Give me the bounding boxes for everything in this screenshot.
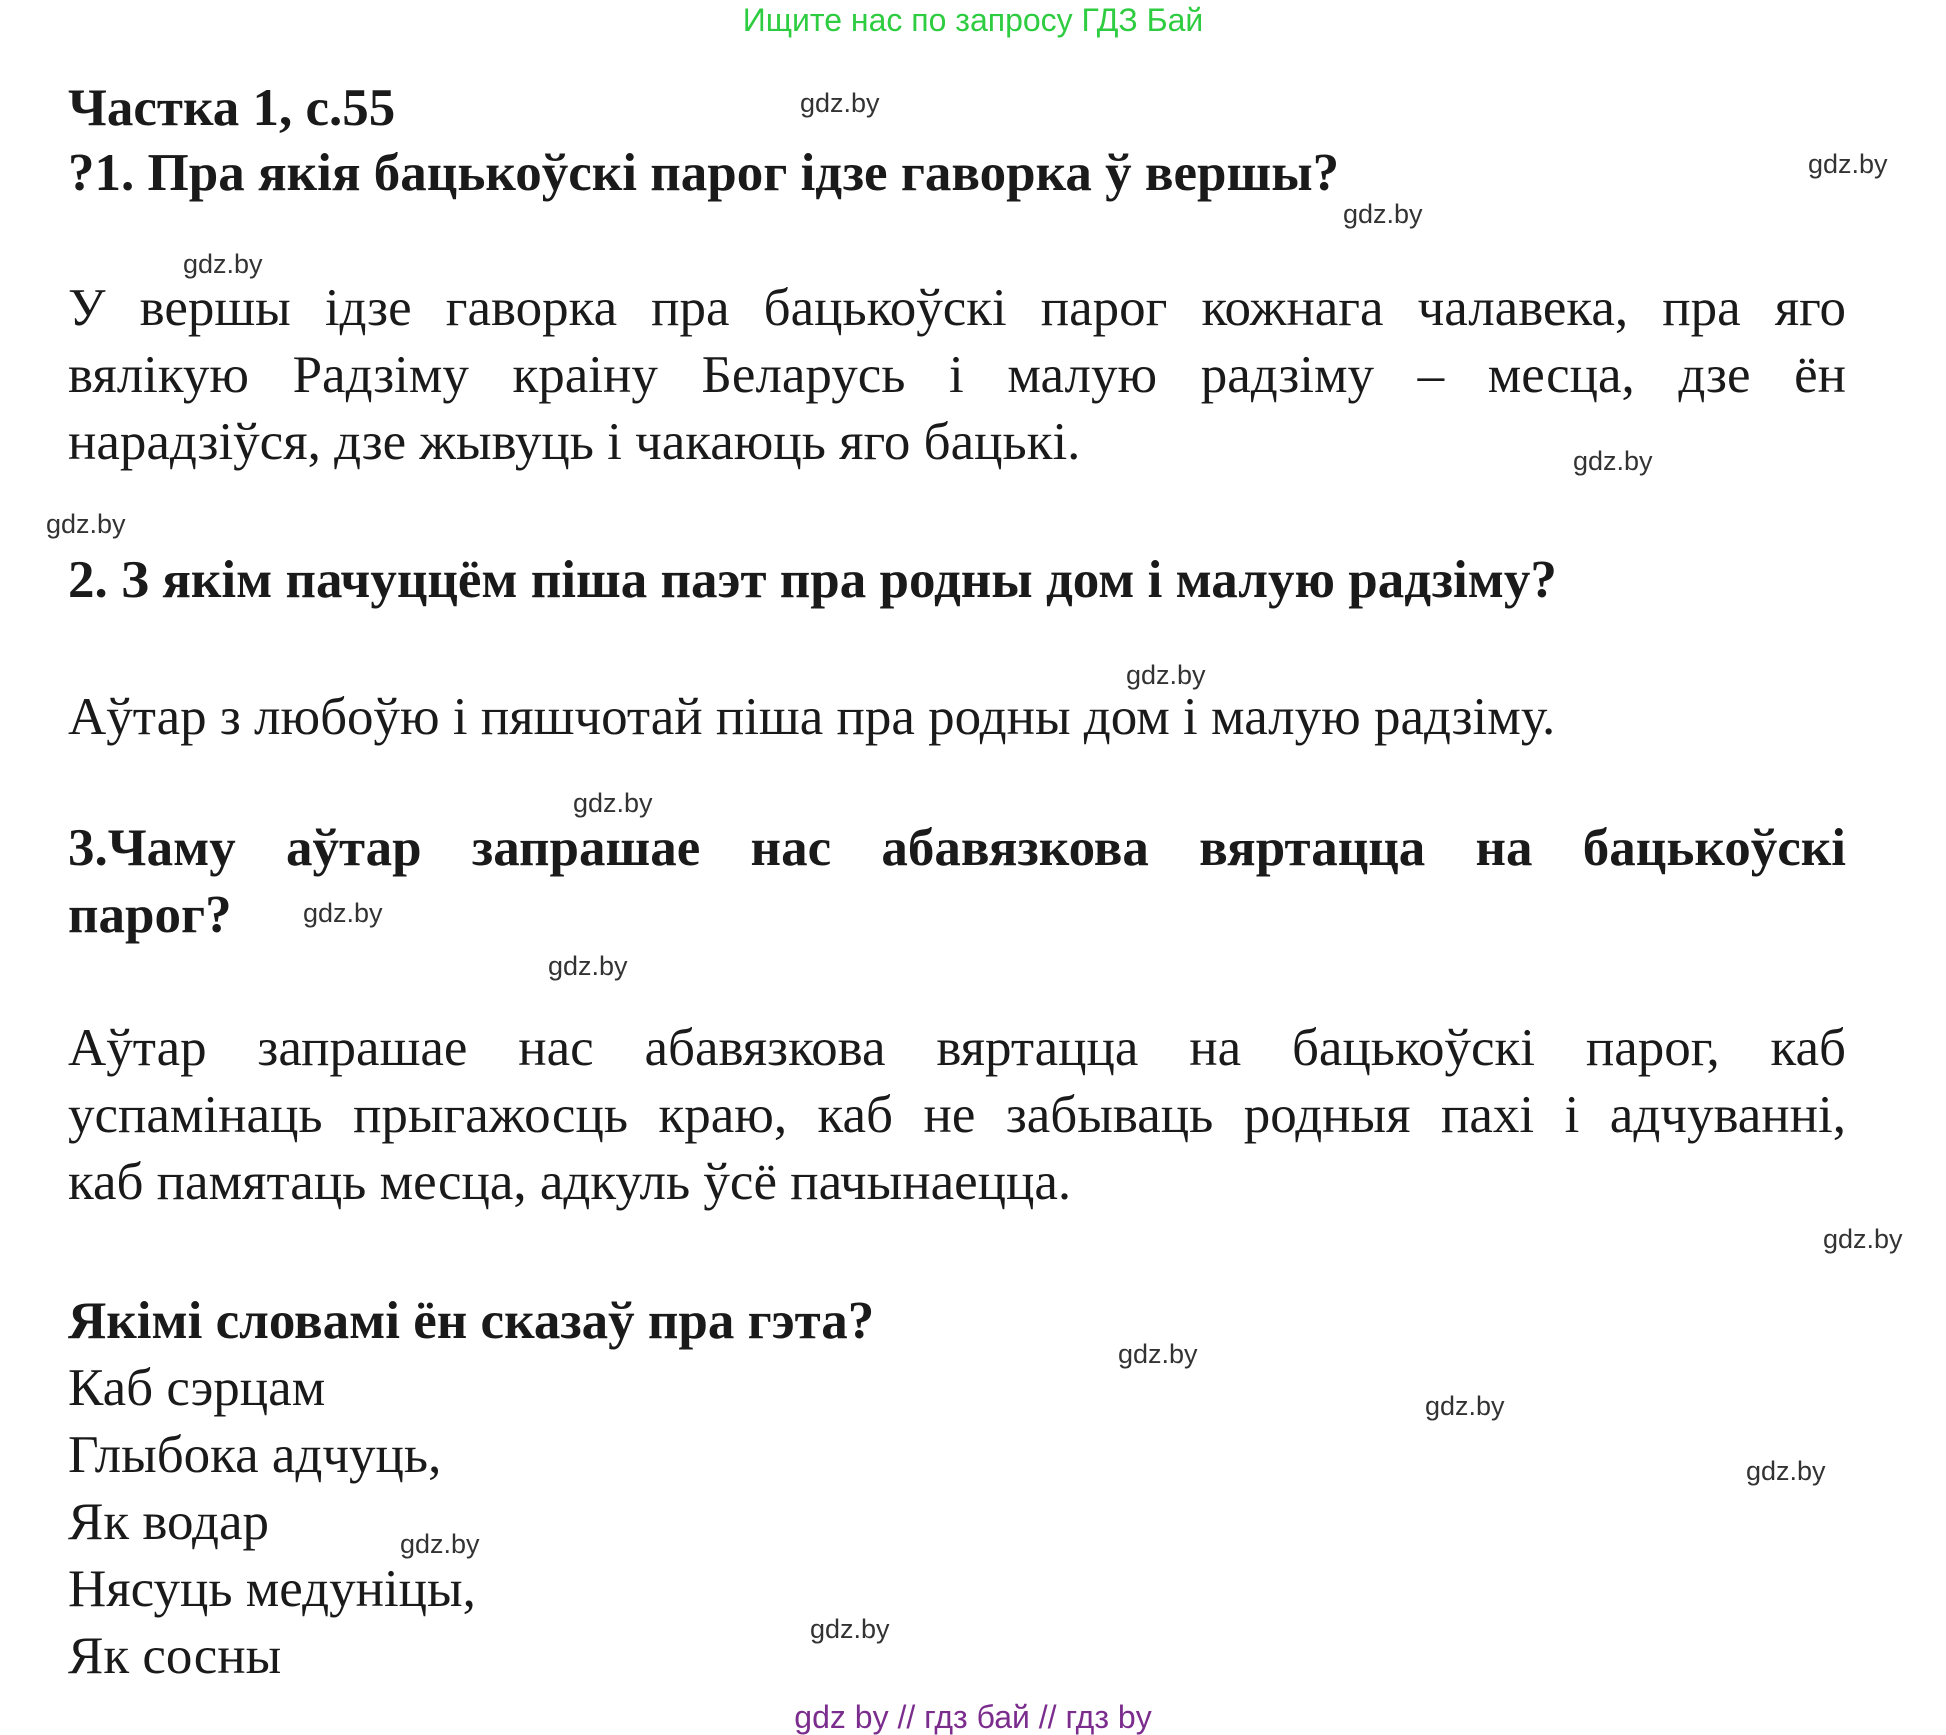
watermark: gdz.by [1746,1456,1826,1486]
watermark: gdz.by [1808,149,1888,179]
watermark: gdz.by [1126,660,1206,690]
watermark: gdz.by [183,249,263,279]
watermark: gdz.by [573,788,653,818]
question-3-line: парог? [68,886,232,944]
watermark: gdz.by [1425,1391,1505,1421]
poem-line: Як сосны [68,1627,282,1685]
watermark: gdz.by [1573,446,1653,476]
watermark: gdz.by [303,898,383,928]
answer-3-line: успамінаць прыгажосць краю, каб не забываць родныя пахі і адчуванні, [68,1086,1846,1144]
watermark: gdz.by [1343,199,1423,229]
footer-links[interactable]: gdz by // гдз бай // гдз by [794,1699,1152,1735]
answer-2: Аўтар з любоўю і пяшчотай піша пра родны дом і малую радзіму. [68,688,1556,746]
poem-line: Каб сэрцам [68,1359,326,1417]
watermark: gdz.by [1118,1339,1198,1369]
question-1: ?1. Пра якія бацькоўскі парог ідзе гаворка ў вершы? [68,144,1340,202]
top-banner[interactable]: Ищите нас по запросу ГДЗ Бай [742,2,1204,38]
question-2: 2. З якім пачуццём піша паэт пра родны дом і малую радзіму? [68,551,1557,609]
poem-line: Нясуць медуніцы, [68,1560,476,1618]
poem-line: Як водар [68,1493,269,1551]
poem-line: Глыбока адчуць, [68,1426,442,1484]
watermark: gdz.by [810,1614,890,1644]
answer-3 [68,1015,1846,1216]
answer-1-line: нарадзіўся, дзе жывуць і чакаюць яго бацькі. [68,413,1081,471]
watermark: gdz.by [1823,1224,1903,1254]
poem-excerpt [68,1355,476,1690]
question-3-line: 3.Чаму аўтар запрашае нас абавязкова вяртацца на бацькоўскі [68,819,1846,877]
watermark: gdz.by [46,509,126,539]
watermark: gdz.by [800,88,880,118]
answer-1-line: У вершы ідзе гаворка пра бацькоўскі парог кожнага чалавека, пра яго [68,279,1846,337]
question-4: Якімі словамі ён сказаў пра гэта? [68,1292,875,1350]
answer-3-line: Аўтар запрашае нас абавязкова вяртацца на бацькоўскі парог, каб [68,1019,1846,1077]
answer-1-line: вялікую Радзіму краіну Беларусь і малую радзіму – месца, дзе ён [68,346,1846,404]
watermark: gdz.by [548,951,628,981]
watermark: gdz.by [400,1529,480,1559]
page-heading: Частка 1, с.55 [68,79,396,137]
answer-3-line: каб памятаць месца, адкуль ўсё пачынаецца. [68,1153,1072,1211]
